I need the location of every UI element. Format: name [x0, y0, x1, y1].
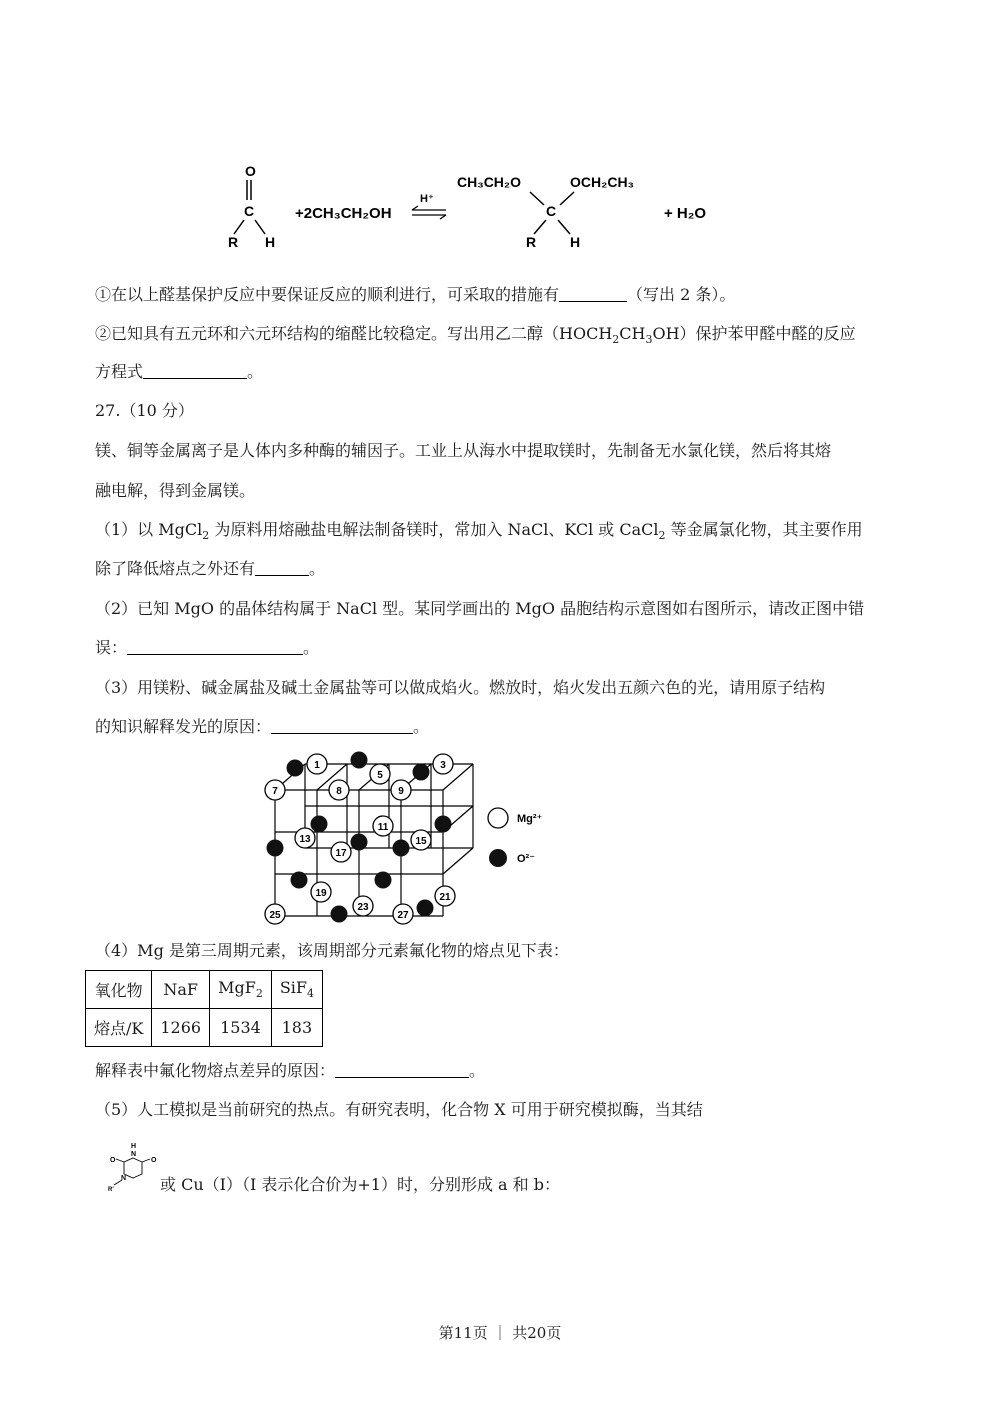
- ion-number-label: 15: [415, 836, 427, 847]
- water-byproduct: + H₂O: [664, 205, 707, 222]
- p3-line2-tail: 。: [413, 717, 430, 736]
- table-cell: 氧化物: [86, 971, 152, 1009]
- question-27-part5-line1: （5）人工模拟是当前研究的热点。有研究表明，化合物 X 可用于研究模拟酶，当其结: [95, 1100, 703, 1119]
- oxide-ion: [435, 816, 452, 833]
- acetal-hydrogen: H: [570, 234, 581, 250]
- p2-line2-tail: 。: [303, 638, 320, 657]
- aldehyde-r-group: R: [228, 234, 239, 250]
- answer-blank-5[interactable]: [271, 717, 413, 734]
- answer-blank-4[interactable]: [127, 638, 303, 655]
- oxide-ion: [351, 752, 368, 769]
- question-circle-2-line2: [95, 362, 263, 382]
- p1-text-c: 等金属氯化物，其主要作用: [665, 520, 863, 539]
- table-cell: MgF$_2$: [210, 971, 272, 1009]
- ion-number-label: 9: [398, 786, 404, 797]
- struct-h: H: [131, 1143, 137, 1150]
- acid-catalyst: H⁺: [420, 193, 434, 205]
- struct-r-group: R': [108, 1187, 114, 1193]
- q2-text-c: OH）保护苯甲醛中醛的反应: [652, 324, 856, 343]
- table-cell: 熔点/K: [86, 1009, 152, 1047]
- ion-number-label: 21: [439, 892, 451, 903]
- q2-text-a: ②已知具有五元环和六元环结构的缩醛比较稳定。写出用乙二醇（HOCH: [95, 324, 613, 343]
- ethanol-reagent: +2CH₃CH₂OH: [295, 205, 392, 222]
- struct-o-left: O: [110, 1157, 116, 1164]
- acetal-left-ethoxy: CH₃CH₂O: [457, 174, 522, 190]
- acetal-r-group: R: [526, 234, 537, 250]
- ion-number-label: 8: [336, 786, 342, 797]
- table-cell: 1534: [210, 1009, 272, 1047]
- acetal-right-ethoxy: OCH₂CH₃: [570, 174, 635, 190]
- aldehyde-carbon: C: [244, 203, 255, 219]
- question-27-part5-line2: 或 Cu（I）（I 表示化合价为+1）时，分别形成 a 和 b：: [160, 1175, 560, 1194]
- fluoride-melting-point-table: [85, 970, 323, 1047]
- table-cell: SiF$_4$: [271, 971, 322, 1009]
- question-27-number: 27.（10 分）: [95, 401, 194, 420]
- table-cell: 1266: [152, 1009, 210, 1047]
- ion-number-label: 27: [397, 910, 409, 921]
- mgo-crystal-diagram: [255, 748, 565, 928]
- p1-line2-text: 除了降低熔点之外还有: [95, 559, 256, 578]
- question-27-part2-line2: [95, 638, 319, 658]
- aldehyde-oxygen: O: [245, 163, 256, 179]
- ion-number-label: 25: [269, 910, 281, 921]
- struct-o-right: O: [151, 1157, 157, 1164]
- question-circle-1-tail: （写出 2 条）。: [627, 285, 736, 304]
- p4-explain-tail: 。: [469, 1061, 486, 1080]
- question-27-intro-line2: 融电解，得到金属镁。: [95, 481, 256, 500]
- p4-explain-text: 解释表中氟化物熔点差异的原因：: [95, 1061, 336, 1080]
- ion-number-label: 3: [440, 760, 446, 771]
- ion-number-label: 17: [335, 848, 347, 859]
- q2-line2-tail: 。: [247, 362, 264, 381]
- oxide-ion: [291, 872, 308, 889]
- answer-blank-3[interactable]: [255, 559, 309, 576]
- struct-n-top: N: [131, 1151, 137, 1158]
- ion-number-label: 7: [272, 786, 278, 797]
- answer-blank-6[interactable]: [335, 1061, 469, 1078]
- p1-text-b: 为原料用熔融盐电解法制备镁时，常加入 NaCl、KCl 或 CaCl: [209, 520, 659, 539]
- page-footer: 第11页 ｜ 共20页: [438, 1324, 562, 1342]
- table-cell: NaF: [152, 971, 210, 1009]
- q2-text-b: CH: [619, 324, 646, 343]
- question-27-part2-line1: （2）已知 MgO 的晶体结构属于 NaCl 型。某同学画出的 MgO 晶胞结构示意图如右图所示，请改正图中错: [95, 599, 865, 618]
- question-circle-1-text: ①在以上醛基保护反应中要保证反应的顺利进行，可采取的措施有: [95, 285, 560, 304]
- oxide-ion: [351, 834, 368, 851]
- table-row: [86, 1009, 323, 1047]
- struct-n-bottom: N: [121, 1175, 127, 1182]
- question-27-part3-line2: [95, 717, 429, 737]
- answer-blank-2[interactable]: [143, 362, 247, 379]
- legend-o-label: O²⁻: [517, 853, 536, 865]
- aldehyde-hydrogen: H: [265, 234, 276, 250]
- question-27-part1-line2: [95, 559, 325, 579]
- ion-number-label: 5: [377, 770, 383, 781]
- p2-line2-text: 误：: [95, 638, 128, 657]
- uracil-structure: [108, 1140, 160, 1196]
- oxide-ion: [413, 764, 430, 781]
- oxide-ion: [331, 906, 348, 923]
- p3-line2-text: 的知识解释发光的原因：: [95, 717, 272, 736]
- p1-sub-1: 2: [202, 529, 210, 543]
- acetal-carbon: C: [546, 203, 557, 219]
- ion-number-label: 19: [315, 888, 327, 899]
- ion-number-label: 13: [299, 834, 311, 845]
- question-27-part1-line1: [95, 520, 863, 546]
- question-circle-1: [95, 285, 735, 305]
- oxide-ion: [393, 840, 410, 857]
- ion-number-label: 1: [314, 760, 320, 771]
- q2-line2-text: 方程式: [95, 362, 144, 381]
- oxide-ion: [267, 840, 284, 857]
- oxide-ion: [375, 872, 392, 889]
- oxide-ion: [417, 900, 434, 917]
- question-27-intro-line1: 镁、铜等金属离子是人体内多种酶的辅因子。工业上从海水中提取镁时，先制备无水氯化镁，然后将其熔: [95, 441, 832, 460]
- q2-sub-2: 3: [645, 333, 653, 347]
- question-circle-2-line1: [95, 324, 856, 350]
- table-cell: 183: [271, 1009, 322, 1047]
- ion-number-label: 23: [357, 902, 369, 913]
- question-27-part3-line1: （3）用镁粉、碱金属盐及碱土金属盐等可以做成焰火。燃放时，焰火发出五颜六色的光，请用原子结构: [95, 678, 826, 697]
- oxide-ion: [311, 816, 328, 833]
- question-27-part4-explain: [95, 1061, 485, 1081]
- ion-number-label: 11: [377, 822, 389, 833]
- table-header-row: [86, 971, 323, 1009]
- p1-text-a: （1）以 MgCl: [95, 520, 203, 539]
- legend-mg-symbol: [488, 808, 508, 828]
- answer-blank-1[interactable]: [559, 285, 627, 302]
- question-27-part4-line: （4）Mg 是第三周期元素，该周期部分元素氟化物的熔点见下表：: [95, 941, 569, 960]
- legend-o-symbol: [489, 849, 507, 867]
- p1-sub-2: 2: [658, 529, 666, 543]
- acetal-reaction-scheme: [228, 150, 722, 258]
- legend-mg-label: Mg²⁺: [517, 813, 543, 825]
- q2-sub-1: 2: [612, 333, 620, 347]
- oxide-ion: [287, 760, 304, 777]
- p1-line2-tail: 。: [309, 559, 326, 578]
